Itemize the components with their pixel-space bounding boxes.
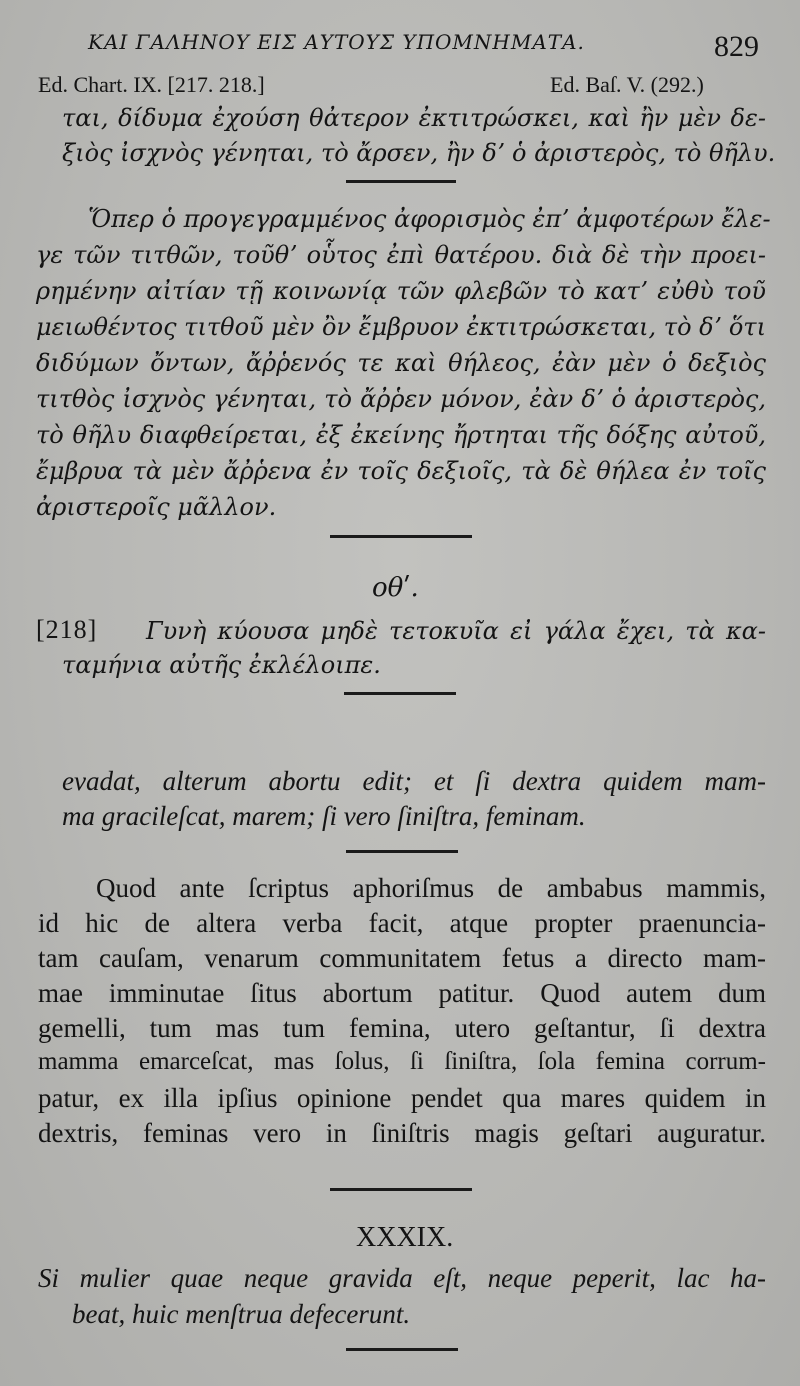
aphorism-reference: [218] xyxy=(36,615,98,644)
greek-aphorism-line: Γυνὴ κύουσα μηδὲ τετοκυῖα εἰ γάλα ἔχει, τὰ κα- xyxy=(146,617,766,645)
latin-commentary-line: mamma emarceſcat, mas ſolus, ſi ſiniſtra, ſola femina corrum- xyxy=(38,1048,766,1075)
divider-rule xyxy=(346,180,456,183)
latin-intro-line: evadat, alterum abortu edit; et ſi dextra quidem mam- xyxy=(62,766,766,796)
divider-rule xyxy=(344,692,456,695)
greek-commentary-line: ρημένην αἰτίαν τῇ κοινωνίᾳ τῶν φλεβῶν τὸ κατʼ εὐθὺ τοῦ xyxy=(36,277,766,305)
latin-aphorism-line: beat, huic menſtrua defecerunt. xyxy=(72,1299,411,1329)
greek-intro-line: ται, δίδυμα ἐχούση θἀτερον ἐκτιτρώσκει, καὶ ἢν μὲν δε- xyxy=(62,104,766,132)
greek-commentary-line: Ὅπερ ὁ προγεγραμμένος ἀφορισμὸς ἐπʼ ἀμφοτέρων ἔλε- xyxy=(88,205,771,233)
latin-section-number: XXXIX. xyxy=(356,1222,454,1253)
section-number: οθʹ. xyxy=(372,573,419,603)
latin-commentary-line: gemelli, tum mas tum femina, utero geſtantur, ſi dextra xyxy=(38,1013,766,1043)
divider-rule xyxy=(346,850,458,853)
greek-commentary-line: τιτθὸς ἰσχνὸς γένηται, τὸ ἄῤῥεν μόνον, ἐὰν δʼ ὁ ἀριστερὸς, xyxy=(36,385,766,413)
divider-rule xyxy=(330,1188,472,1191)
latin-commentary-line: mae imminutae ſitus abortum patitur. Quod autem dum xyxy=(38,978,766,1008)
page-number: 829 xyxy=(714,30,759,63)
greek-commentary-line: ἔμβρυα τὰ μὲν ἄῤῥενα ἐν τοῖς δεξιοῖς, τὰ δὲ θήλεα ἐν τοῖς xyxy=(36,457,766,485)
latin-commentary-line: tam cauſam, venarum communitatem fetus a directo mam- xyxy=(38,943,766,973)
greek-commentary-line: τὸ θῆλυ διαφθείρεται, ἐξ ἐκείνης ἤρτηται τῆς δόξης αὐτοῦ, xyxy=(36,421,766,449)
edition-basel-reference: Ed. Baſ. V. (292.) xyxy=(550,72,704,97)
edition-chart-reference: Ed. Chart. IX. [217. 218.] xyxy=(38,72,265,97)
latin-commentary-line: Quod ante ſcriptus aphoriſmus de ambabus mammis, xyxy=(96,873,766,903)
latin-commentary-line: patur, ex illa ipſius opinione pendet qua mares quidem in xyxy=(38,1083,766,1113)
latin-aphorism-line: Si mulier quae neque gravida eſt, neque peperit, lac ha- xyxy=(38,1263,766,1293)
divider-rule xyxy=(346,1348,458,1351)
greek-commentary-line: ἀριστεροῖς μᾶλλον. xyxy=(36,493,277,521)
latin-commentary-line: dextris, feminas vero in ſiniſtris magis geſtari auguratur. xyxy=(38,1118,766,1148)
latin-commentary-line: id hic de altera verba facit, atque propter praenuncia- xyxy=(38,908,766,938)
greek-commentary-line: διδύμων ὄντων, ἄῤῥενός τε καὶ θήλεος, ἐὰν μὲν ὁ δεξιὸς xyxy=(36,349,766,377)
greek-intro-line: ξιὸς ἰσχνὸς γένηται, τὸ ἄρσεν, ἢν δʼ ὁ ἀριστερὸς, τὸ θῆλυ. xyxy=(62,139,776,167)
running-title: ΚΑΙ ΓΑΛΗΝΟΥ ΕΙΣ ΑΥΤΟΥΣ ΥΠΟΜΝΗΜΑΤΑ. xyxy=(88,30,585,54)
greek-commentary-line: γε τῶν τιτθῶν, τοῦθʼ οὗτος ἐπὶ θατέρου. διὰ δὲ τὴν προει- xyxy=(36,241,766,269)
greek-commentary-line: μειωθέντος τιτθοῦ μὲν ὂν ἔμβρυον ἐκτιτρώσκεται, τὸ δʼ ὅτι xyxy=(36,313,766,341)
latin-intro-line: ma gracileſcat, marem; ſi vero ſiniſtra, feminam. xyxy=(62,801,586,831)
greek-aphorism-line: ταμήνια αὐτῆς ἐκλέλοιπε. xyxy=(62,651,381,679)
divider-rule xyxy=(330,535,472,538)
